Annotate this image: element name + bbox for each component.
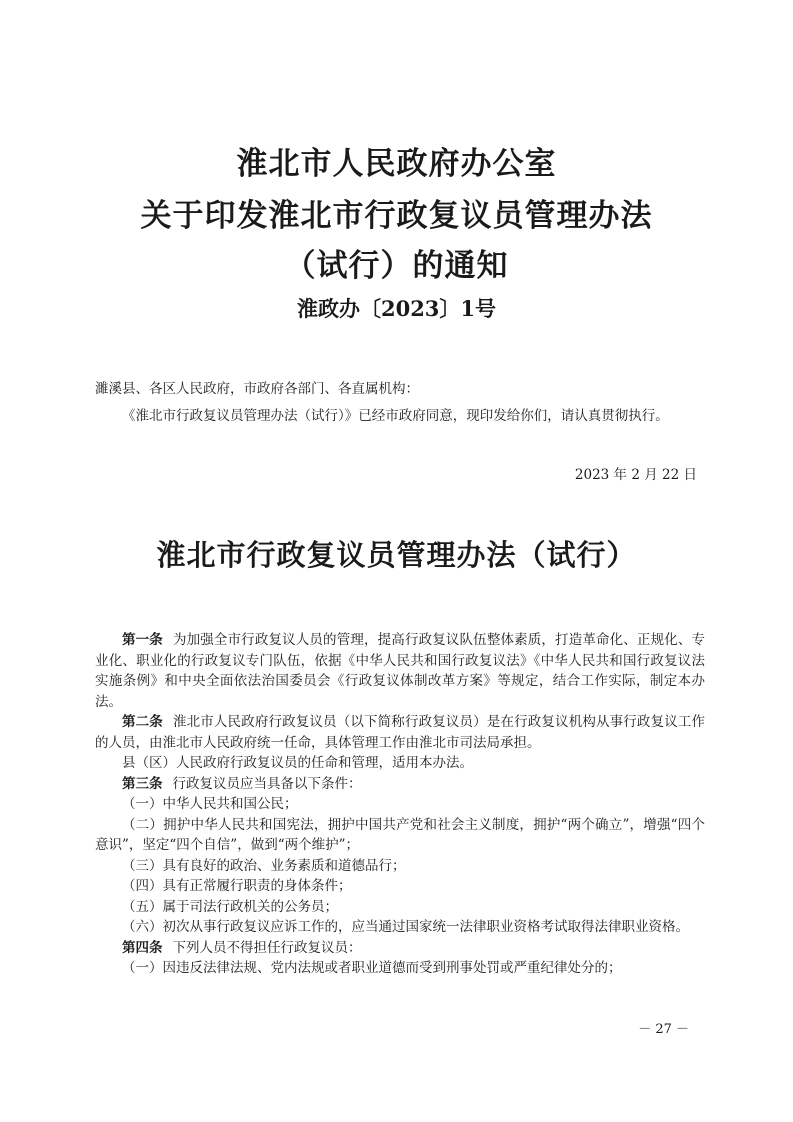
article-1 [95, 630, 705, 712]
doc-title-line-3: （试行）的通知 [284, 248, 509, 284]
article-3 [95, 774, 705, 795]
document-number: 淮政办〔2023〕1号 [296, 296, 497, 321]
list-item: （六）初次从事行政复议应诉工作的，应当通过国家统一法律职业资格考试取得法律职业资格。 [122, 919, 689, 935]
list-item: （一）因违反法律法规、党内法规或者职业道德而受到刑事处罚或严重纪律处分的； [122, 960, 622, 976]
article-text: 为加强全市行政复议人员的管理，提高行政复议队伍整体素质，打造革命化、正规化、专业化、职业化的行政复议专门队伍，依据《中华人民共和国行政复议法》《中华人民共和国行政复议法实施条例》和中央全面依法治国委员会《行政复议体制改革方案》等规定，结合工作实际，制定本办法。 [95, 632, 706, 710]
addressee: 濉溪县、各区人民政府，市政府各部门、各直属机构： [95, 381, 419, 397]
paragraph: 县（区）人民政府行政复议员的任命和管理，适用本办法。 [122, 755, 473, 771]
article-label: 第二条 [122, 714, 163, 730]
article-2 [95, 712, 705, 753]
article-text: 下列人员不得担任行政复议员： [172, 939, 362, 956]
doc-title-line-1: 淮北市人民政府办公室 [236, 146, 557, 182]
page-number: － 27 － [638, 1022, 689, 1037]
list-item: （三）具有良好的政治、业务素质和道德品行； [122, 857, 406, 874]
list-item: （五）属于司法行政机关的公务员； [122, 898, 338, 915]
measures-title: 淮北市行政复议员管理办法（试行） [156, 538, 637, 572]
doc-title-line-2: 关于印发淮北市行政复议员管理办法 [140, 198, 653, 234]
measures-body [95, 630, 705, 979]
notice-date: 2023 年 2 月 22 日 [574, 467, 697, 483]
article-text: 行政复议员应当具备以下条件： [172, 775, 362, 792]
article-label: 第三条 [122, 775, 163, 792]
article-label: 第一条 [122, 632, 163, 648]
notice-body: 《淮北市行政复议员管理办法（试行）》已经市政府同意，现印发给你们，请认真贯彻执行。 [122, 408, 669, 424]
article-4 [95, 938, 705, 959]
list-item: （二）拥护中华人民共和国宪法，拥护中国共产党和社会主义制度，拥护“两个确立”，增强“四个意识”，坚定“四个自信”，做到“两个维护”； [95, 816, 705, 853]
article-label: 第四条 [122, 939, 163, 956]
list-item: （一）中华人民共和国公民； [122, 796, 298, 812]
article-text: 淮北市人民政府行政复议员（以下简称行政复议员）是在行政复议机构从事行政复议工作的人员，由淮北市人民政府统一任命，具体管理工作由淮北市司法局承担。 [95, 714, 706, 751]
list-item: （四）具有正常履行职责的身体条件； [122, 878, 352, 894]
